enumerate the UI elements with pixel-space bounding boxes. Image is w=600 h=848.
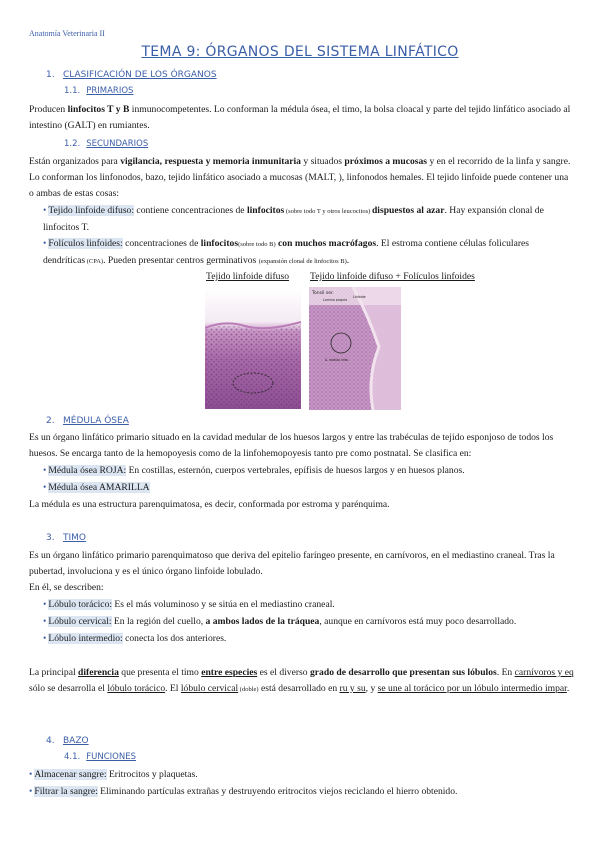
caption-left: Tejido linfoide difuso [206, 271, 289, 282]
bold-run: linfocitos [246, 205, 285, 216]
subsection-title: FUNCIONES [86, 752, 136, 762]
bold-run: dispuestos al azar [371, 205, 445, 216]
text-run: Están organizados para [29, 156, 121, 167]
text-run: Producen [29, 104, 68, 115]
image-label-4: A. nodulo linfo. [325, 358, 349, 362]
highlighted-label: Médula ósea ROJA: [48, 465, 127, 476]
section-number: 2. [46, 416, 55, 426]
secundarios-paragraph [29, 154, 574, 202]
bold-run: grado de desarrollo que presentan sus lóbulos [310, 667, 497, 678]
subsection-number: 4.1. [64, 752, 81, 762]
subsection-title: SECUNDARIOS [86, 139, 149, 149]
list-item-foliculos [43, 236, 573, 270]
underline-run: se une al torácico por un lóbulo intermedio impar [377, 683, 567, 694]
list-item-medula-amarilla [43, 480, 573, 496]
text-run: . El [165, 683, 181, 694]
text-run: inmunocompetentes. Lo conforman la médula ósea, el timo, la bolsa cloacal y parte del tejido linfático asociado al intestino (GALT) en rumiantes. [29, 104, 571, 131]
section-title: TIMO [63, 533, 87, 543]
page-title: TEMA 9: ÓRGANOS DEL SISTEMA LINFÁTICO [141, 44, 459, 60]
text-run: y situados [300, 156, 345, 167]
small-run: (doble) [238, 686, 259, 693]
highlighted-label: Lóbulo cervical: [48, 616, 112, 627]
bold-run: con muchos macrófagos [275, 238, 377, 249]
bullet-icon: • [43, 238, 47, 249]
list-item-lobulo-cervical [43, 614, 573, 630]
list-item-filtrar-sangre [29, 784, 559, 800]
section-number: 4. [46, 736, 55, 746]
highlighted-label: Tejido linfoide difuso: [48, 205, 135, 216]
highlighted-label: Médula ósea AMARILLA [48, 482, 150, 493]
text-run: La principal [29, 667, 79, 678]
text-run: En costillas, esternón, cuerpos vertebrales, epífisis de huesos largos y en huesos planos. [126, 465, 465, 476]
image-label-3: Linfoide [353, 295, 366, 299]
section-number: 1. [46, 70, 55, 80]
text-run: Eritrocitos y plaquetas. [106, 769, 198, 780]
text-run: Es el más voluminoso y se sitúa en el mediastino craneal. [112, 599, 335, 610]
text-run: y en el recorrido de la linfa y sangre. Lo conforman los linfonodos, bazo, tejido linfático asociado a mucosas (MALT, ), linfonodos hemales. El tejido linfoide puede contener una o ambas de estas cosas: [29, 156, 571, 199]
image-label-2: Lamina propria [323, 298, 348, 302]
text-run: . Pueden presentar centros germinativos [103, 255, 259, 266]
highlighted-label: Filtrar la sangre: [34, 786, 98, 797]
small-run: (expansión clonal de linfocitos B) [258, 258, 347, 265]
bullet-icon: • [43, 599, 47, 610]
medula-paragraph-2: La médula es una estructura parenquimatosa, es decir, conformada por estroma y parénquima. [29, 499, 390, 510]
text-run: . En [496, 667, 515, 678]
small-run: (CPA) [85, 258, 104, 265]
section-4-heading [46, 736, 89, 746]
underline-run: ru y su [339, 683, 366, 694]
header-note: Anatomía Veterinaria II [29, 29, 105, 38]
bullet-icon: • [43, 205, 47, 216]
text-run: es el diverso [257, 667, 310, 678]
histology-image-diffuse [205, 288, 301, 409]
bold-run: próximos a mucosas [344, 156, 428, 167]
section-number: 3. [46, 533, 55, 543]
subsection-4-1-heading [64, 752, 136, 762]
text-run: En la región del cuello, [111, 616, 206, 627]
section-1-heading [46, 70, 217, 80]
list-item-lobulo-toracico [43, 597, 573, 613]
text-run: está desarrollado en [258, 683, 340, 694]
bold-run: vigilancia, respuesta y memoria inmunitaria [120, 156, 301, 167]
section-title: MÉDULA ÓSEA [63, 416, 129, 426]
underline-run: carnívoros y eq [514, 667, 574, 678]
text-run: , aunque en carnívoros está muy poco desarrollado. [319, 616, 517, 627]
image-label-1: Tonsil ser. [312, 291, 334, 296]
histology-diffuse-svg [205, 288, 301, 409]
bold-underline-run: entre especies [201, 667, 258, 678]
section-2-heading [46, 416, 129, 426]
timo-diferencia-paragraph [29, 665, 574, 698]
text-run: . Hay expansión clonal de linfocitos T. [43, 205, 544, 233]
text-run: , y [365, 683, 378, 694]
bullet-icon: • [29, 769, 33, 780]
subsection-number: 1.1. [64, 86, 81, 96]
small-run: (sobre todo T y otros leucocitos) [284, 208, 372, 215]
bold-underline-run: diferencia [78, 667, 119, 678]
text-run: concentraciones de [122, 238, 201, 249]
highlighted-label: Almacenar sangre: [34, 769, 107, 780]
text-run: contiene concentraciones de [134, 205, 247, 216]
section-title: BAZO [63, 736, 89, 746]
bullet-icon: • [43, 482, 47, 493]
histology-follicles-svg [309, 287, 401, 410]
primarios-paragraph [29, 102, 574, 134]
text-run: . El estroma contiene células foliculares dendríticas [43, 238, 530, 266]
bold-run: linfocitos T y B [67, 104, 130, 115]
timo-paragraph: Es un órgano linfático primario parenquimatoso que deriva del epitelio faríngeo presente, en carnívoros, en el mediastino craneal. Tras la pubertad, involuciona y es el único órgano linfoide lobulado. [29, 550, 555, 577]
histology-image-follicles [309, 287, 401, 410]
bullet-icon: • [43, 616, 47, 627]
caption-right: Tejido linfoide difuso + Folículos linfoides [310, 271, 475, 282]
list-item-almacenar-sangre [29, 767, 559, 783]
text-run: . [346, 255, 350, 266]
bullet-icon: • [43, 633, 47, 644]
list-item-lobulo-intermedio [43, 631, 573, 647]
text-run: . [566, 683, 570, 694]
underline-run: lóbulo cervical [180, 683, 239, 694]
text-run: que presenta el timo [118, 667, 202, 678]
timo-paragraph-2: En él, se describen: [29, 582, 104, 593]
highlighted-label: Lóbulo torácico: [48, 599, 113, 610]
subsection-title: PRIMARIOS [86, 86, 134, 96]
text-run: conecta los dos anteriores. [122, 633, 227, 644]
bullet-icon: • [43, 465, 47, 476]
subsection-1-2-heading [64, 139, 148, 149]
list-item-medula-roja [43, 463, 573, 479]
text-run: sólo se desarrolla el [29, 683, 108, 694]
text-run: Eliminando partículas extrañas y destruyendo eritrocitos viejos reciclando el hierro obtenido. [97, 786, 458, 797]
bold-run: a ambos lados de la tráquea [205, 616, 320, 627]
medula-paragraph: Es un órgano linfático primario situado en la cavidad medular de los huesos largos y entre las trabéculas de tejido esponjoso de todos los huesos. Se encarga tanto de la hemopoyesis como de la linfohemopoyesis tanto pre como postnatal. Se clasifica en: [29, 432, 554, 459]
small-run: (sobre todo B) [238, 241, 276, 248]
subsection-number: 1.2. [64, 139, 81, 149]
underline-run: lóbulo torácico [107, 683, 166, 694]
bold-run: linfocitos [200, 238, 239, 249]
highlighted-label: Lóbulo intermedio: [48, 633, 123, 644]
section-title: CLASIFICACIÓN DE LOS ÓRGANOS [63, 70, 217, 80]
section-3-heading [46, 533, 86, 543]
list-item-tejido-difuso [43, 203, 573, 236]
bullet-icon: • [29, 786, 33, 797]
subsection-1-1-heading [64, 86, 133, 96]
highlighted-label: Folículos linfoides: [48, 238, 123, 249]
